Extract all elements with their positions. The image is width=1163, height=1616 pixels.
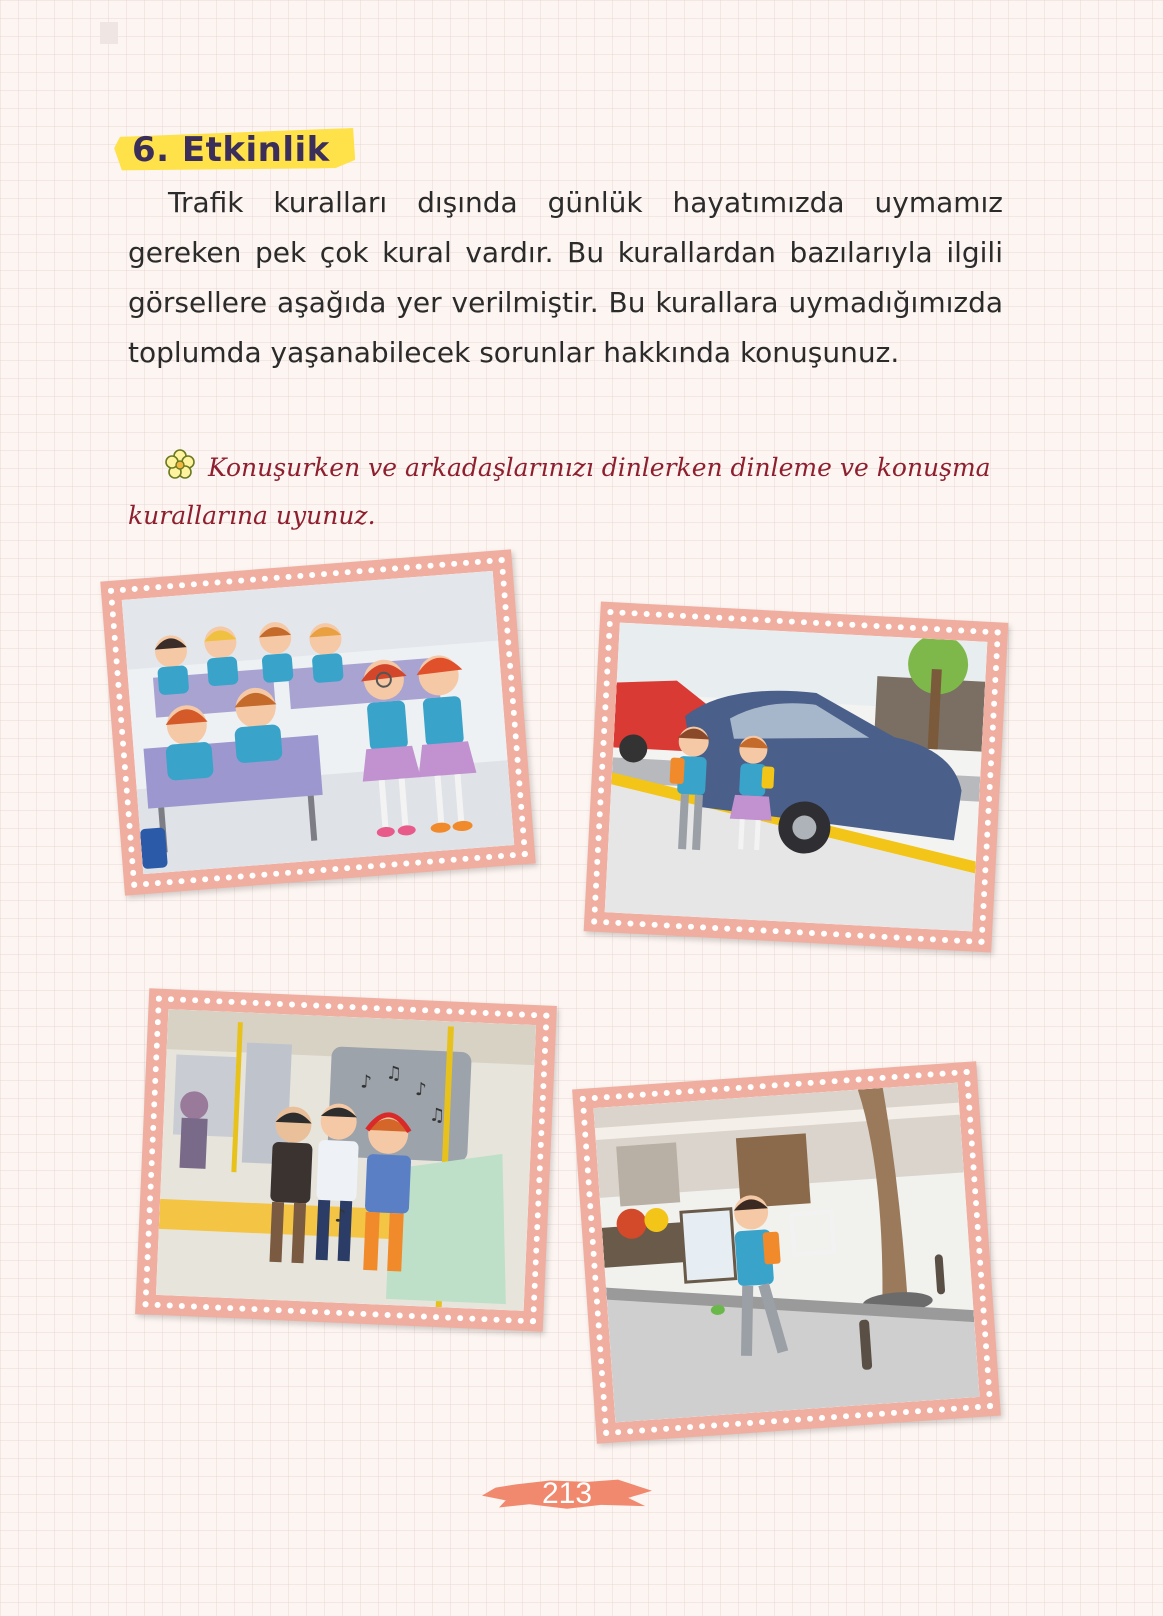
- svg-text:♫: ♫: [385, 1062, 403, 1085]
- parked-car-frame: [584, 602, 1009, 953]
- activity-title-text: 6. Etkinlik: [132, 130, 330, 170]
- flower-icon: [164, 448, 196, 480]
- svg-text:♪: ♪: [414, 1078, 428, 1101]
- classroom-illustration: [122, 571, 514, 874]
- svg-text:♫: ♫: [428, 1104, 446, 1127]
- classroom-illustration-frame: [100, 549, 535, 895]
- activity-title: [122, 122, 330, 178]
- svg-text:♪: ♪: [359, 1071, 373, 1094]
- metro-loud-music-illustration: [156, 1009, 536, 1311]
- street-littering-frame: [572, 1061, 1001, 1443]
- page-number-badge: [482, 1472, 652, 1516]
- page-number: 213: [541, 1477, 593, 1510]
- street-littering-illustration: [593, 1083, 979, 1423]
- note-text: Konuşurken ve arkadaşlarınızı dinlerken dinleme ve konuşma kurallarına uyunuz.: [128, 453, 991, 530]
- svg-text:♪: ♪: [334, 1205, 347, 1228]
- activity-paragraph: Trafik kuralları dışında günlük hayatımızda uymamız gereken pek çok kural vardır. Bu kurallardan bazılarıyla ilgili görsellere aşağıda yer verilmiştir. Bu kurallara uymadığımızda toplumda yaşanabilecek sorunlar hakkında konuşunuz.: [128, 186, 1003, 369]
- corner-mark: [100, 22, 118, 44]
- speaking-rules-note: [128, 444, 1003, 540]
- metro-music-frame: [135, 988, 557, 1331]
- parked-car-sidewalk-illustration: [605, 623, 988, 932]
